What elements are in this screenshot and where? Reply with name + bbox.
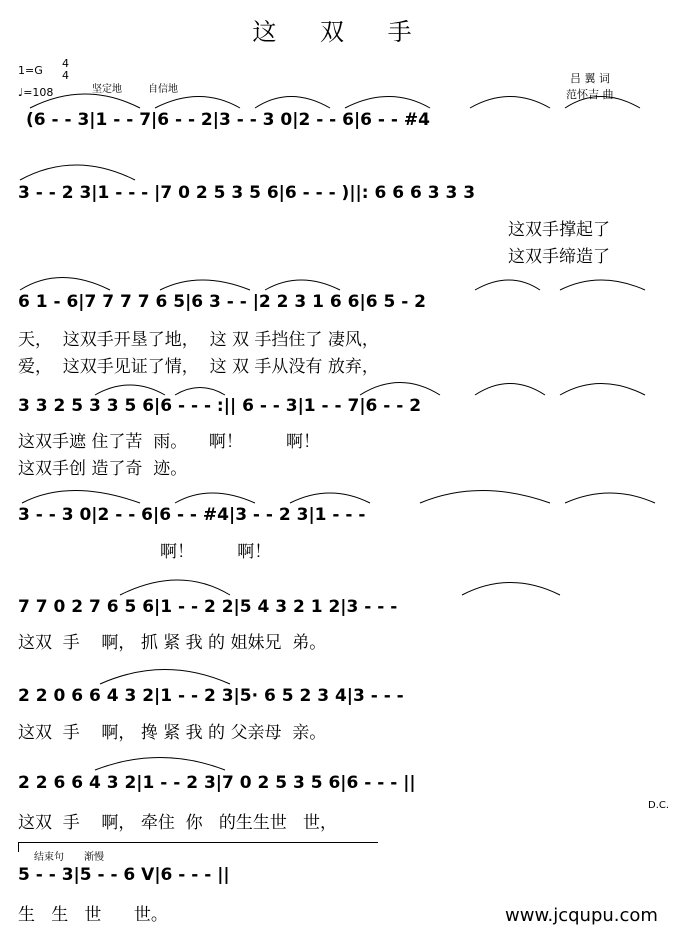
score-row-9: 5 - - 3|5 - - 6 V|6 - - - || [18, 865, 230, 885]
slur [100, 670, 230, 685]
lyric-row-8: 这双 手 啊， 牵住 你 的生生世 世， [18, 813, 338, 833]
slur [95, 758, 225, 771]
slur [120, 580, 230, 595]
score-row-8: 2 2 6 6 4 3 2|1 - - 2 3|7 0 2 5 3 5 6|6 - - - || [18, 773, 416, 793]
score-row-4: 3 3 2 5 3 3 5 6|6 - - - :|| 6 - - 3|1 - - 7|6 - - 2 [18, 396, 422, 416]
slur [175, 493, 255, 503]
lyric-row-6: 这双 手 啊， 抓 紧 我 的 姐妹兄 弟。 [18, 633, 327, 653]
slur [22, 491, 140, 504]
lyric-row-9: 生 生 世 世。 [18, 905, 168, 925]
lyric-row-4-verse-1: 这双手遮 住了苦 雨。 啊！ 啊！ [18, 432, 321, 452]
slur [175, 388, 225, 396]
score-row-1: (6 - - 3|1 - - 7|6 - - 2|3 - - 3 0|2 - - 6|6 - - #4 [26, 110, 430, 130]
score-row-3: 6 1 - 6|7 7 7 7 6 5|6 3 - - |2 2 3 1 6 6|6 5 - 2 [18, 292, 426, 312]
slur [420, 491, 550, 504]
slur [255, 97, 330, 109]
ritardando-label: 渐慢 [84, 852, 104, 863]
slur [95, 385, 165, 395]
time-signature: 4 4 [62, 57, 69, 82]
slur [155, 97, 240, 109]
score-row-5: 3 - - 3 0|2 - - 6|6 - - #4|3 - - 2 3|1 - - - [18, 505, 366, 525]
slur [20, 278, 110, 291]
slur [160, 280, 250, 290]
ending-label: 结束句 [34, 852, 64, 863]
lyric-row-5: 啊！ 啊！ [160, 542, 272, 562]
score-row-2: 3 - - 2 3|1 - - - |7 0 2 5 3 5 6|6 - - - )||: 6 6 6 3 3 3 [18, 183, 476, 203]
score-row-6: 7 7 0 2 7 6 5 6|1 - - 2 2|5 4 3 2 1 2|3 - - - [18, 597, 398, 617]
slur [475, 280, 540, 290]
slur [470, 97, 550, 109]
lyric-row-7: 这双 手 啊， 搀 紧 我 的 父亲母 亲。 [18, 723, 327, 743]
lyric-row-2-verse-1: 这双手撑起了 [508, 220, 610, 240]
lyric-row-3-verse-1: 天， 这双手开垦了地， 这 双 手挡住了 凄风， [18, 330, 379, 350]
slur [290, 493, 370, 503]
slur [265, 280, 340, 290]
lyric-row-2-verse-2: 这双手缔造了 [508, 247, 610, 267]
lyric-row-3-verse-2: 爱， 这双手见证了情， 这 双 手从没有 放弃， [18, 357, 379, 377]
slur [345, 97, 430, 109]
expression-1: 坚定地 [92, 84, 122, 95]
slur [560, 384, 645, 396]
lyric-row-4-verse-2: 这双手创 造了奇 迹。 [18, 459, 188, 479]
expression-2: 自信地 [148, 84, 178, 95]
composer-credit: 范怀吉 曲 [566, 88, 614, 101]
slur [565, 97, 640, 109]
score-row-7: 2 2 0 6 6 4 3 2|1 - - 2 3|5· 6 5 2 3 4|3 - - - [18, 686, 404, 706]
tempo-mark: ♩=108 [18, 86, 54, 99]
quarter-note-icon: ♩ [18, 86, 24, 99]
slur [360, 383, 440, 396]
da-capo-mark: D.C. [648, 800, 670, 811]
page-title: 这 双 手 [252, 18, 430, 46]
slur [30, 94, 140, 108]
slur [462, 583, 560, 596]
slur [560, 280, 645, 290]
slur [565, 493, 655, 503]
watermark: www.jcqupu.com [505, 905, 658, 926]
slur [475, 384, 545, 396]
key-signature: 1=G [18, 64, 43, 77]
lyricist-credit: 吕 翼 词 [570, 72, 610, 85]
slur [20, 165, 135, 180]
